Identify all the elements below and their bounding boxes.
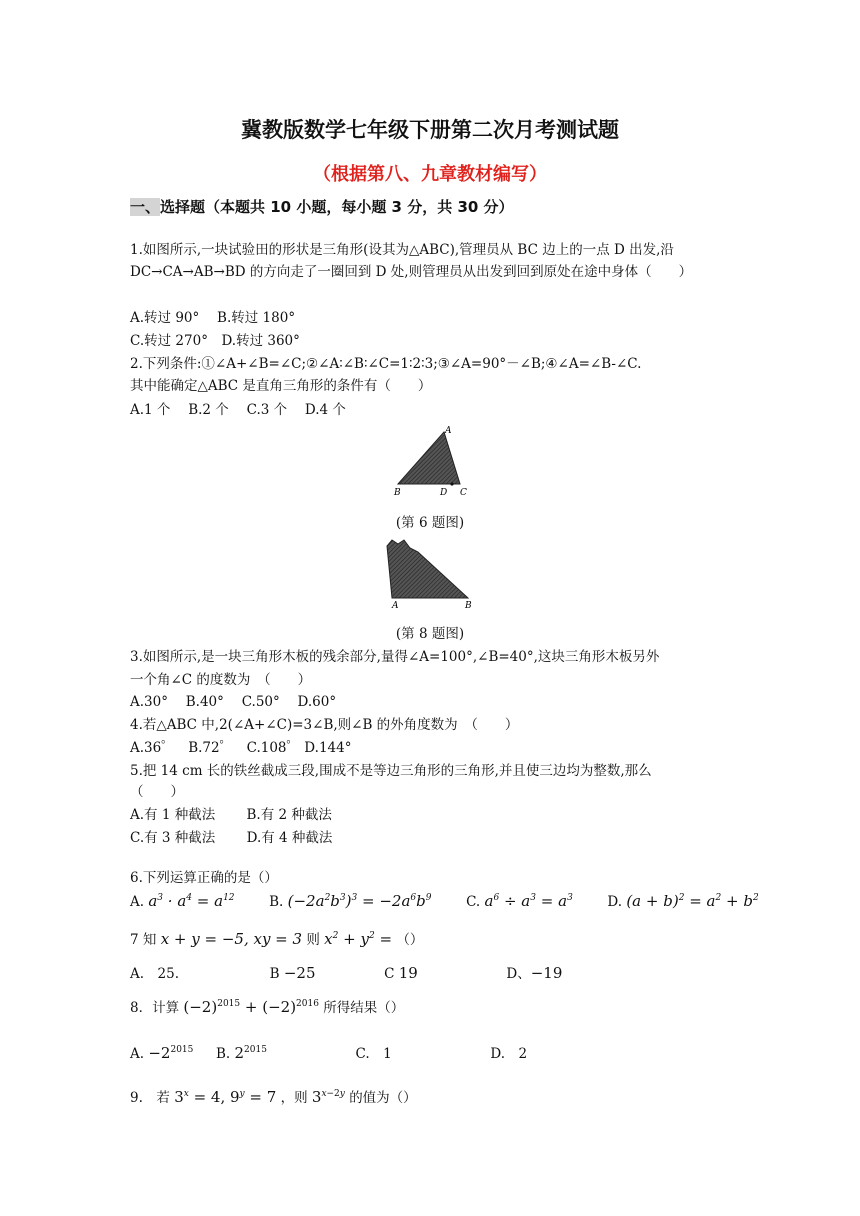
figure-6-triangle <box>388 423 478 499</box>
q9-prefix: 9. 若 <box>130 1090 170 1106</box>
section-label: 选择题（本题共 10 小题，每小题 3 分，共 30 分） <box>160 198 514 216</box>
q4-options: A.36゜ B.72゜ C.108゜ D.144° <box>130 740 352 756</box>
q2-line1: 2.下列条件:①∠A+∠B=∠C;②∠A∶∠B∶∠C=1∶2∶3;③∠A=90°－∠B;④∠A=∠B-∠C. <box>130 356 642 372</box>
fig6-label-c: C <box>460 488 467 498</box>
q8-option-b-label: B. <box>215 1046 231 1062</box>
q1-options-ab: A.转过 90° B.转过 180° <box>130 310 296 326</box>
q9-condition-expr: $3^x = 4$, $9^y = 7$ <box>174 1088 277 1106</box>
q7-mid: 则 <box>306 932 320 948</box>
page-subtitle: （根据第八、九章教材编写） <box>313 164 547 185</box>
q6-option-b-expr: $(-2a^2b^3)^3 = -2a^6b^9$ <box>287 892 432 910</box>
q7-line1 <box>130 928 423 948</box>
q6-option-b-label: B. <box>269 894 284 910</box>
q5-line2: （ ） <box>130 784 184 800</box>
q8-expression: $(-2)^{2015} + (-2)^{2016}$ <box>183 998 319 1016</box>
q3-line2: 一个角∠C 的度数为 （ ） <box>130 672 312 688</box>
q8-prefix: 8．计算 <box>130 1000 180 1016</box>
q2-options: A.1 个 B.2 个 C.3 个 D.4 个 <box>130 402 346 418</box>
q5-options-ab: A.有 1 种截法 B.有 2 种截法 <box>130 807 332 823</box>
q1-line2: DC→CA→AB→BD 的方向走了一圈回到 D 处,则管理员从出发到回到原处在途中身体（ ） <box>130 264 693 280</box>
q7-option-c-label: C <box>384 966 395 982</box>
q6-option-d-label: D. <box>607 894 623 910</box>
q9-target-expr: $3^{x-2y}$ <box>311 1088 345 1106</box>
q7-options <box>130 962 562 982</box>
q7-option-c-value: 19 <box>398 964 418 982</box>
figure-8-board <box>380 536 480 612</box>
q7-option-b-value: −25 <box>283 964 316 982</box>
q8-option-a-label: A. <box>130 1046 145 1062</box>
q7-option-d-label: D、 <box>506 966 531 982</box>
q8-option-a-expr: $-2^{2015}$ <box>148 1044 194 1062</box>
q8-option-d: D. 2 <box>490 1046 528 1062</box>
fig8-label-b: B <box>465 601 472 611</box>
q7-prefix: 7 知 <box>130 932 157 948</box>
section-heading <box>130 196 514 217</box>
q9-suffix: 的值为（） <box>349 1090 417 1106</box>
q7-suffix: （） <box>396 932 424 948</box>
q2-line2: 其中能确定△ABC 是直角三角形的条件有（ ） <box>130 378 432 394</box>
q5-options-cd: C.有 3 种截法 D.有 4 种截法 <box>130 830 333 846</box>
q4-line1: 4.若△ABC 中,2(∠A+∠C)=3∠B,则∠B 的外角度数为 （ ） <box>130 717 519 733</box>
q3-line1: 3.如图所示,是一块三角形木板的残余部分,量得∠A=100°,∠B=40°,这块三角形木板另外 <box>130 649 660 665</box>
q6-option-a-label: A. <box>130 894 145 910</box>
q6-option-d-expr: $(a + b)^2 = a^2 + b^2$ <box>626 892 759 910</box>
fig6-label-d: D <box>440 488 448 498</box>
fig6-label-b: B <box>394 488 401 498</box>
q8-line1 <box>130 996 404 1016</box>
q7-option-d-value: −19 <box>530 964 563 982</box>
q8-suffix: 所得结果（） <box>323 1000 405 1016</box>
q9-line1 <box>130 1086 417 1106</box>
q6-option-a-expr: $a^3 \cdot a^4 = a^{12}$ <box>148 892 235 910</box>
q6-option-c-expr: $a^6 \div a^3 = a^3$ <box>484 892 573 910</box>
q6-options <box>130 892 759 910</box>
q8-options <box>130 1042 527 1062</box>
q7-condition-expr: x + y = −5, xy = 3 <box>160 930 303 948</box>
q3-options: A.30° B.40° C.50° D.60° <box>130 694 337 710</box>
q6-option-c-label: C. <box>466 894 481 910</box>
page-title: 冀教版数学七年级下册第二次月考测试题 <box>241 118 619 142</box>
q1-line1: 1.如图所示,一块试验田的形状是三角形(设其为△ABC),管理员从 BC 边上的一点 D 出发,沿 <box>130 242 674 258</box>
q5-line1: 5.把 14 cm 长的铁丝截成三段,围成不是等边三角形的三角形,并且使三边均为整数,那么 <box>130 763 652 779</box>
q6-line1: 6.下列运算正确的是（） <box>130 870 278 886</box>
figure-8-caption: (第 8 题图) <box>395 626 465 642</box>
q7-option-b-label: B <box>269 966 280 982</box>
section-number: 一、 <box>130 198 161 216</box>
fig8-label-a: A <box>392 601 399 611</box>
q1-options-cd: C.转过 270° D.转过 360° <box>130 333 300 349</box>
q8-option-c: C. 1 <box>355 1046 392 1062</box>
q7-option-a: A. 25. <box>130 966 180 982</box>
figure-6-caption: (第 6 题图) <box>395 515 465 531</box>
fig6-label-a: A <box>445 426 452 436</box>
q9-mid: ，则 <box>280 1090 308 1106</box>
q7-target-expr: $x^2 + y^2$ = <box>324 930 393 948</box>
q8-option-b-expr: $2^{2015}$ <box>234 1044 267 1062</box>
